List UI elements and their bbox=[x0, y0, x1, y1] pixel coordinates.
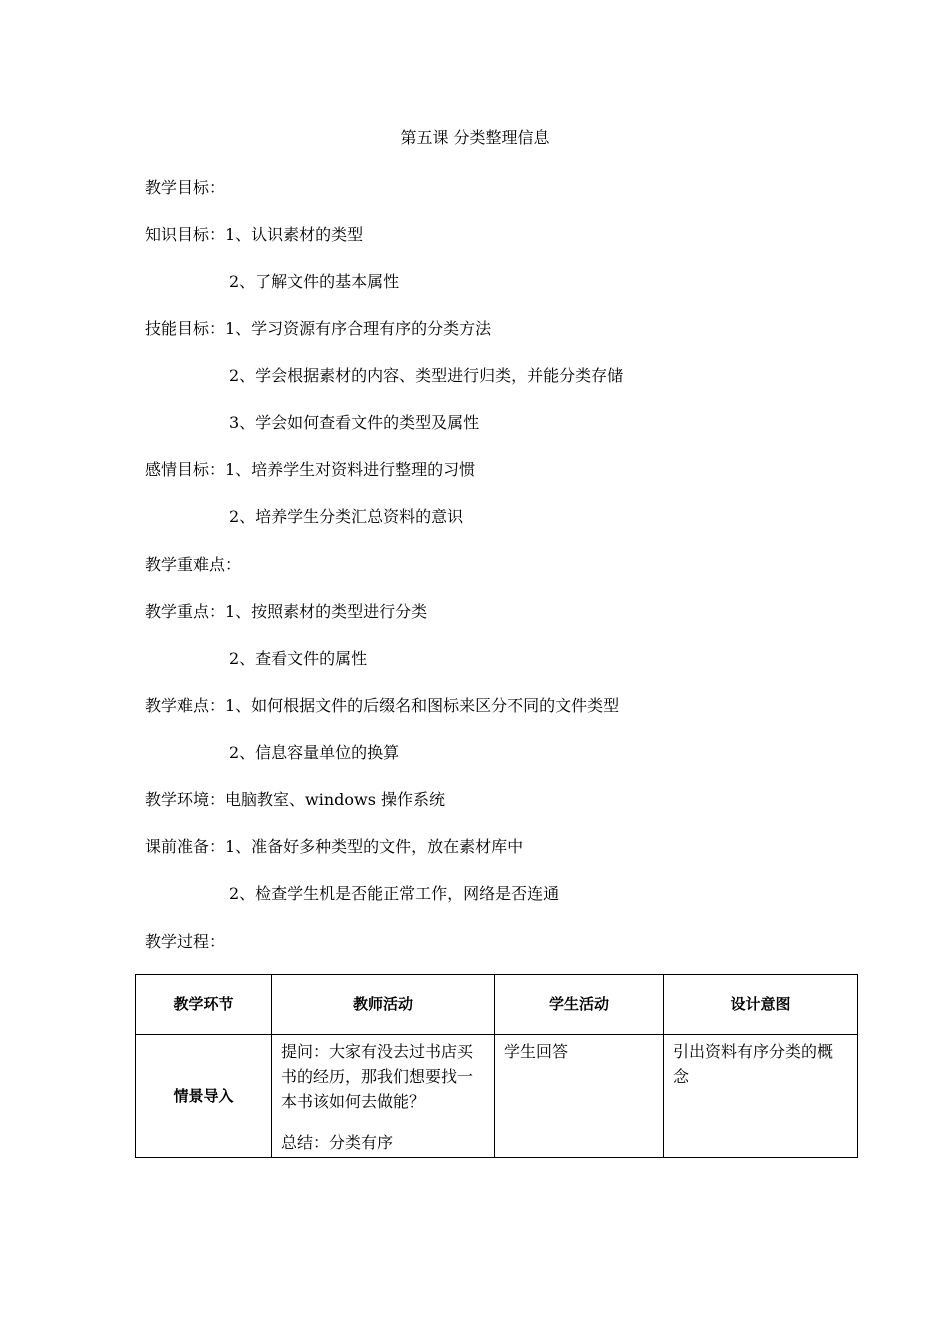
cell-design-intent: 引出资料有序分类的概念 bbox=[664, 1035, 858, 1158]
emotion-goal-1: 感情目标：1、培养学生对资料进行整理的习惯 bbox=[145, 460, 476, 479]
teaching-process-heading: 教学过程： bbox=[145, 932, 226, 951]
table-row bbox=[136, 1035, 858, 1158]
key-difficult-heading: 教学重难点： bbox=[145, 555, 242, 574]
cell-teacher-activity bbox=[272, 1035, 495, 1158]
preparation-1: 课前准备：1、准备好多种类型的文件，放在素材库中 bbox=[145, 837, 524, 856]
header-stage: 教学环节 bbox=[136, 975, 272, 1035]
header-student-activity: 学生活动 bbox=[495, 975, 664, 1035]
table-header-row bbox=[136, 975, 858, 1035]
emotion-goal-2: 2、培养学生分类汇总资料的意识 bbox=[229, 507, 464, 526]
header-design-intent: 设计意图 bbox=[664, 975, 858, 1035]
knowledge-goal-2: 2、了解文件的基本属性 bbox=[229, 272, 400, 291]
teaching-environment: 教学环境：电脑教室、windows 操作系统 bbox=[145, 790, 445, 809]
skill-goal-1: 技能目标：1、学习资源有序合理有序的分类方法 bbox=[145, 319, 492, 338]
cell-student-activity: 学生回答 bbox=[495, 1035, 664, 1158]
skill-goal-2: 2、学会根据素材的内容、类型进行归类，并能分类存储 bbox=[229, 366, 624, 385]
key-point-2: 2、查看文件的属性 bbox=[229, 649, 368, 668]
skill-goal-3: 3、学会如何查看文件的类型及属性 bbox=[229, 413, 480, 432]
teacher-question: 提问：大家有没去过书店买书的经历，那我们想要找一本书该如何去做能？ bbox=[281, 1042, 474, 1111]
lesson-table bbox=[135, 974, 858, 1158]
preparation-2: 2、检查学生机是否能正常工作，网络是否连通 bbox=[229, 884, 560, 903]
header-teacher-activity: 教师活动 bbox=[272, 975, 495, 1035]
teaching-goals-heading: 教学目标： bbox=[145, 178, 226, 197]
cell-stage: 情景导入 bbox=[136, 1035, 272, 1158]
knowledge-goal-1: 知识目标：1、认识素材的类型 bbox=[145, 225, 364, 244]
lesson-title: 第五课 分类整理信息 bbox=[400, 128, 550, 147]
teacher-summary: 总结：分类有序 bbox=[281, 1133, 394, 1152]
key-point-1: 教学重点：1、按照素材的类型进行分类 bbox=[145, 602, 428, 621]
difficult-point-1: 教学难点：1、如何根据文件的后缀名和图标来区分不同的文件类型 bbox=[145, 696, 620, 715]
difficult-point-2: 2、信息容量单位的换算 bbox=[229, 743, 400, 762]
